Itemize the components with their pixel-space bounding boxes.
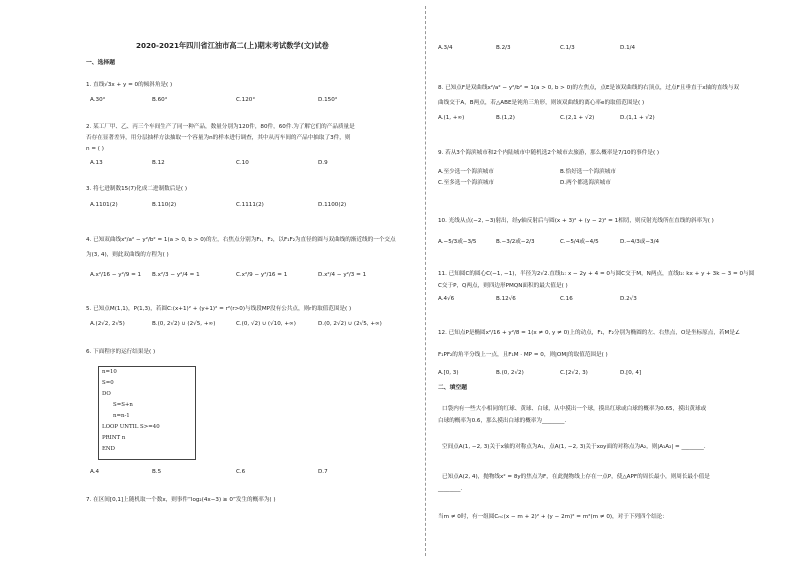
q9-option-a[interactable]: A.至少选一个海滨城市 [438,169,494,175]
q1-option-c[interactable]: C.120° [236,97,256,103]
q11-option-b[interactable]: B.12√6 [496,296,516,302]
q8-option-a[interactable]: A.(1, +∞) [438,115,465,121]
q1-stem: 1. 直线√3x + y = 0的倾斜角是( ) [86,82,173,88]
q4-option-b[interactable]: B.x²/3 − y²/4 = 1 [152,272,200,278]
q1-option-d[interactable]: D.150° [318,97,338,103]
q2-option-d[interactable]: D.9 [318,160,328,166]
code-line: DO [102,391,111,397]
q3-stem: 3. 将七进制数15(7)化成二进制数后是( ) [86,186,188,192]
q12-line2: F₁PF₂的角平分线上一点，且F₁M · MP = 0，则|OM|的取值范围是( ) [438,352,608,358]
q3-option-d[interactable]: D.1100(2) [318,202,347,208]
q9-option-b[interactable]: B.恰好选一个海滨城市 [560,169,616,175]
code-line: PRINT n [102,435,126,441]
q5-stem: 5. 已知点M(1,1)，P(1,3)，若圆C:(x+1)² + (y+1)² = r²(r>0)与线段MP没有公共点，则r的取值范围是( ) [86,306,352,312]
q4-option-c[interactable]: C.x²/9 − y²/16 = 1 [236,272,288,278]
fill4-stem: 当m ≠ 0时，有一组圆Cₘ:(x − m + 2)² + (y − 2m)² = m²(m ≠ 0)，对于下列四个结论： [438,514,668,520]
fill3-line2: ________. [438,486,463,492]
q7-option-d[interactable]: D.1/4 [620,45,636,51]
page-title: 2020-2021年四川省江油市高二(上)期末考试数学(文)试卷 [136,41,329,50]
q10-option-c[interactable]: C.−5/4或−4/5 [560,239,599,245]
q2-line2: 否存在显著差异，用分层抽样方法抽取一个容量为n的样本进行调查，其中从丙车间的产品中抽取了3件，则 [86,135,351,141]
q6-option-a[interactable]: A.4 [90,469,100,475]
q8-option-c[interactable]: C.(2,1 + √2) [560,115,595,121]
q9-option-d[interactable]: D.两个都选海滨城市 [560,180,611,186]
q3-option-c[interactable]: C.1111(2) [236,202,264,208]
q12-option-c[interactable]: C.[2√2, 3) [560,370,588,376]
q2-line3: n = ( ) [86,146,104,152]
q10-option-a[interactable]: A.−5/3或−3/5 [438,239,477,245]
q8-option-b[interactable]: B.(1,2) [496,115,515,121]
q11-line1: 11. 已知圆C的圆心C(−1, −1)，半径为2√2.直线l₁: x − 2y + 4 = 0与圆C交于M，N两点，直线l₂: kx + y + 3k − 3 = 0与圆 [438,271,755,277]
q8-line1: 8. 已知点F是双曲线x²/a² − y²/b² = 1(a > 0, b > 0)的左焦点，点E是该双曲线的右顶点，过点F且垂直于x轴的直线与双 [438,85,740,91]
q11-line2: C交于P，Q两点，则四边形PMQN面积的最大值是( ) [438,283,568,289]
q9-stem: 9. 若从3个海滨城市和2个内陆城市中随机选2个城市去旅游，那么概率是7/10的事件是( ) [438,150,660,156]
column-divider [425,6,426,556]
q10-stem: 10. 光线从点(−2, −3)射出，经y轴反射后与圆(x + 3)² + (y − 2)² = 1相切，则反射光线所在直线的斜率为( ) [438,218,714,224]
q9-option-c[interactable]: C.至多选一个海滨城市 [438,180,495,186]
code-line: END [102,446,115,452]
code-line: n=n-1 [113,413,130,419]
q6-option-b[interactable]: B.5 [152,469,162,475]
q10-option-b[interactable]: B.−3/2或−2/3 [496,239,535,245]
q6-stem: 6. 下面程序的运行结果是( ) [86,349,156,355]
q5-option-d[interactable]: D.(0, 2√2) ∪ (2√5, +∞) [318,321,382,327]
q5-option-c[interactable]: C.(0, √2) ∪ (√10, +∞) [236,321,296,327]
q8-line2: 曲线交于A，B两点，若△ABE是钝角三角形，则该双曲线的离心率e的取值范围是( ) [438,100,645,106]
section-choice-heading: 一、选择题 [86,60,115,66]
q2-option-c[interactable]: C.10 [236,160,249,166]
q11-option-c[interactable]: C.16 [560,296,573,302]
q4-line1: 4. 已知双曲线x²/a² − y²/b² = 1(a > 0, b > 0)的左，右焦点分别为F₁，F₂，以F₁F₂为直径的圆与双曲线的渐近线的一个交点 [86,237,396,243]
q5-option-b[interactable]: B.(0, 2√2) ∪ (2√5, +∞) [152,321,216,327]
code-line: n=10 [102,369,117,375]
q1-option-b[interactable]: B.60° [152,97,168,103]
fill1-line2: 白球的概率为0.6，那么摸出白球的概率为________. [438,418,567,424]
program-code-box [98,366,196,460]
q1-option-a[interactable]: A.30° [90,97,106,103]
fill3-line1: 已知点A(2, 4)，抛物线x² = 8y的焦点为F，在此抛物线上存在一点P，使△APF的周长最小，则周长最小值是 [442,474,710,480]
q4-option-a[interactable]: A.x²/16 − y²/9 = 1 [90,272,142,278]
q7-stem: 7. 在区间[0,1]上随机取一个数x，则事件“log₂(4x−3) ≥ 0”发生的概率为( ) [86,497,276,503]
q7-option-c[interactable]: C.1/3 [560,45,575,51]
q8-option-d[interactable]: D.(1,1 + √2) [620,115,655,121]
q4-option-d[interactable]: D.x²/4 − y²/3 = 1 [318,272,367,278]
q11-option-d[interactable]: D.2√3 [620,296,637,302]
left-column [84,0,420,562]
section-fill-heading: 二、填空题 [438,385,467,391]
q7-option-b[interactable]: B.2/3 [496,45,511,51]
code-line: LOOP UNTIL S>=40 [102,424,160,430]
code-line: S=S+n [113,402,133,408]
code-line: S=0 [102,380,114,386]
fill1-line1: 口袋内有一些大小相同的红球、黄球、白球，从中摸出一个球，摸出红球或白球的概率为0.65，摸出黄球或 [442,406,707,412]
q2-line1: 2. 某工厂甲、乙、丙三个车间生产了同一种产品，数量分别为120件，80件，60件.为了解它们的产品质量是 [86,124,355,130]
q12-option-a[interactable]: A.[0, 3) [438,370,459,376]
q7-option-a[interactable]: A.3/4 [438,45,453,51]
q3-option-a[interactable]: A.1101(2) [90,202,118,208]
q2-option-b[interactable]: B.12 [152,160,165,166]
q5-option-a[interactable]: A.(2√2, 2√5) [90,321,125,327]
q11-option-a[interactable]: A.4√6 [438,296,455,302]
q6-option-c[interactable]: C.6 [236,469,246,475]
q12-line1: 12. 已知点P是椭圆x²/16 + y²/8 = 1(x ≠ 0, y ≠ 0)上的动点，F₁，F₂分别为椭圆的左、右焦点，O是坐标原点，若M是∠ [438,330,740,336]
fill2-stem: 空间点A(1, −2, 3)关于x轴的对称点为A₁，点A(1, −2, 3)关于xoy面的对称点为A₂，则|A₁A₂| = ________. [442,444,706,450]
q4-line2: 为(3, 4)，则此双曲线的方程为( ) [86,252,169,258]
right-column [430,0,760,562]
q3-option-b[interactable]: B.110(2) [152,202,177,208]
q10-option-d[interactable]: D.−4/3或−3/4 [620,239,660,245]
q12-option-b[interactable]: B.(0, 2√2) [496,370,524,376]
q2-option-a[interactable]: A.13 [90,160,103,166]
q12-option-d[interactable]: D.[0, 4] [620,370,642,376]
q6-option-d[interactable]: D.7 [318,469,328,475]
